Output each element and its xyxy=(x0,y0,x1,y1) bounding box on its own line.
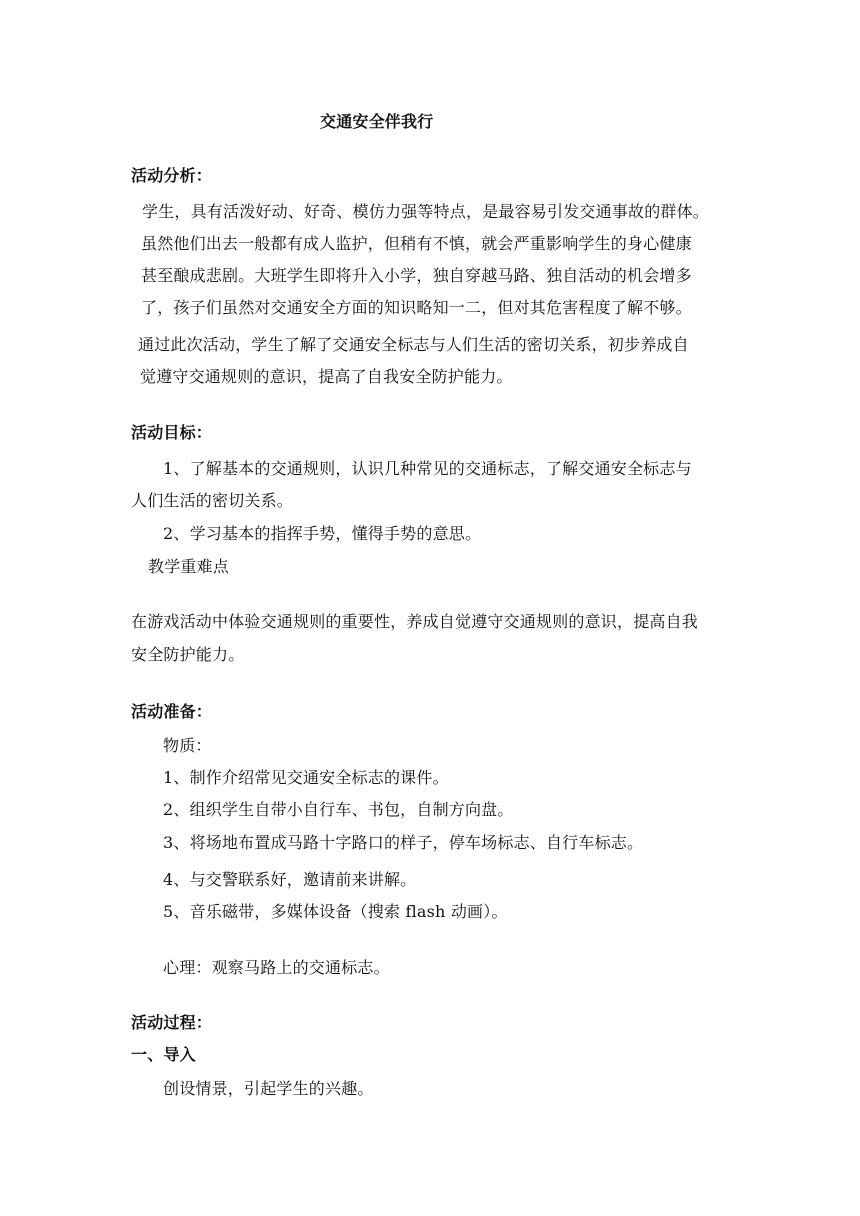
goals-line: 2、学习基本的指挥手势，懂得手势的意思。 xyxy=(163,524,482,543)
preparation-item: 3、将场地布置成马路十字路口的样子，停车场标志、自行车标志。 xyxy=(163,833,644,852)
preparation-item: 4、与交警联系好，邀请前来讲解。 xyxy=(163,870,417,889)
analysis-line: 甚至酿成悲剧。大班学生即将升入小学，独自穿越马路、独自活动的机会增多 xyxy=(141,266,692,285)
goals-heading: 活动目标： xyxy=(131,423,213,442)
preparation-item: 2、组织学生自带小自行车、书包，自制方向盘。 xyxy=(163,800,514,819)
preparation-heading: 活动准备： xyxy=(131,702,213,721)
material-label: 物质： xyxy=(163,736,212,755)
step1-text: 创设情景，引起学生的兴趣。 xyxy=(163,1079,374,1098)
preparation-item: 1、制作介绍常见交通安全标志的课件。 xyxy=(163,768,449,787)
difficulty-line: 安全防护能力。 xyxy=(131,645,245,664)
process-heading: 活动过程： xyxy=(131,1013,213,1032)
key-difficulty-label: 教学重难点 xyxy=(148,557,230,576)
analysis-heading: 活动分析： xyxy=(131,166,213,185)
analysis-line: 觉遵守交通规则的意识，提高了自我安全防护能力。 xyxy=(140,367,513,386)
preparation-item: 5、音乐磁带，多媒体设备（搜索 flash 动画）。 xyxy=(163,902,508,921)
step1-heading: 一、导入 xyxy=(131,1045,196,1064)
document-title: 交通安全伴我行 xyxy=(320,112,434,131)
analysis-line: 虽然他们出去一般都有成人监护，但稍有不慎，就会严重影响学生的身心健康 xyxy=(141,234,692,253)
analysis-line: 学生，具有活泼好动、好奇、模仿力强等特点，是最容易引发交通事故的群体。 xyxy=(142,202,710,221)
psychology-line: 心理：观察马路上的交通标志。 xyxy=(163,958,390,977)
goals-line: 1、了解基本的交通规则，认识几种常见的交通标志，了解交通安全标志与 xyxy=(163,459,692,478)
analysis-line: 通过此次活动，学生了解了交通安全标志与人们生活的密切关系，初步养成自 xyxy=(138,335,689,354)
difficulty-line: 在游戏活动中体验交通规则的重要性，养成自觉遵守交通规则的意识，提高自我 xyxy=(131,612,699,631)
analysis-line: 了，孩子们虽然对交通安全方面的知识略知一二，但对其危害程度了解不够。 xyxy=(141,298,692,317)
goals-line: 人们生活的密切关系。 xyxy=(131,491,294,510)
